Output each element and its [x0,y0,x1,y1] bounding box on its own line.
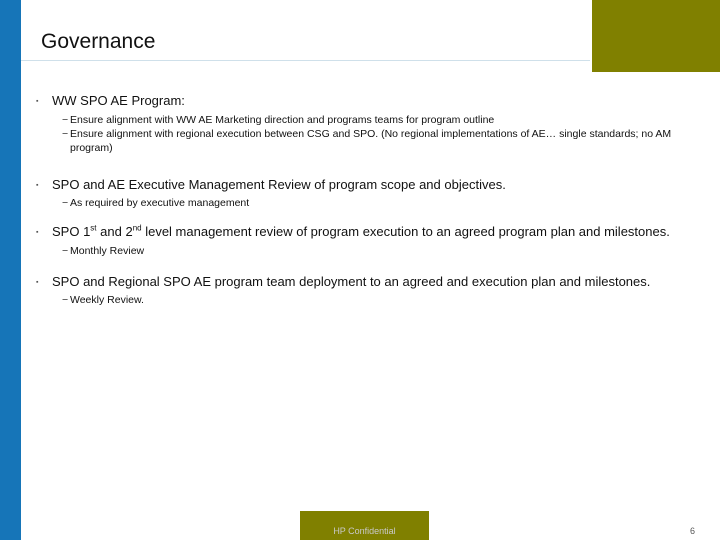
bullet-item [36,93,676,155]
left-accent-bar [0,0,21,540]
sub-bullet-item [62,127,676,155]
bullet-text: SPO 1st and 2nd level management review of program execution to an agreed program plan and milestones. [52,223,670,239]
sub-bullet-item [62,196,676,210]
sub-bullet-text: As required by executive management [70,197,250,209]
square-bullet-icon: ▪ [36,98,39,105]
square-bullet-icon: ▪ [36,278,39,286]
sub-bullet-text: Ensure alignment with regional execution between CSG and SPO. (No regional implementations of AE… single standards; no AM program) [70,127,672,154]
bullet-text: SPO and AE Executive Management Review of program scope and objectives. [52,176,506,192]
dash-bullet-icon: − [62,113,69,126]
square-bullet-icon: ▪ [36,181,39,189]
sub-bullet-item [62,244,676,258]
dash-bullet-icon: − [62,127,69,140]
dash-bullet-icon: − [62,294,69,306]
bullet-text: WW SPO AE Program: [52,93,185,108]
sub-bullet-text: Ensure alignment with WW AE Marketing direction and programs teams for program outline [70,113,495,126]
sub-bullet-item [62,113,676,127]
square-bullet-icon: ▪ [36,229,39,236]
bullet-text: SPO and Regional SPO AE program team deployment to an agreed and execution plan and milestones. [52,273,651,289]
sub-bullet-item [62,293,676,307]
title-divider [21,60,590,61]
corner-accent-block [592,0,720,72]
confidential-label: HP Confidential [333,526,396,536]
bullet-item [36,224,676,258]
sub-bullet-list [62,196,676,210]
slide-title: Governance [41,30,156,53]
sub-bullet-list [62,293,676,307]
bullet-item [36,177,676,211]
sub-bullet-text: Monthly Review [70,244,145,257]
page-number: 6 [690,526,696,536]
dash-bullet-icon: − [62,197,69,209]
sub-bullet-list [62,113,676,155]
sub-bullet-text: Weekly Review. [70,294,144,306]
slide-body [36,93,676,307]
sub-bullet-list [62,244,676,258]
dash-bullet-icon: − [62,244,69,257]
bullet-item [36,274,676,308]
